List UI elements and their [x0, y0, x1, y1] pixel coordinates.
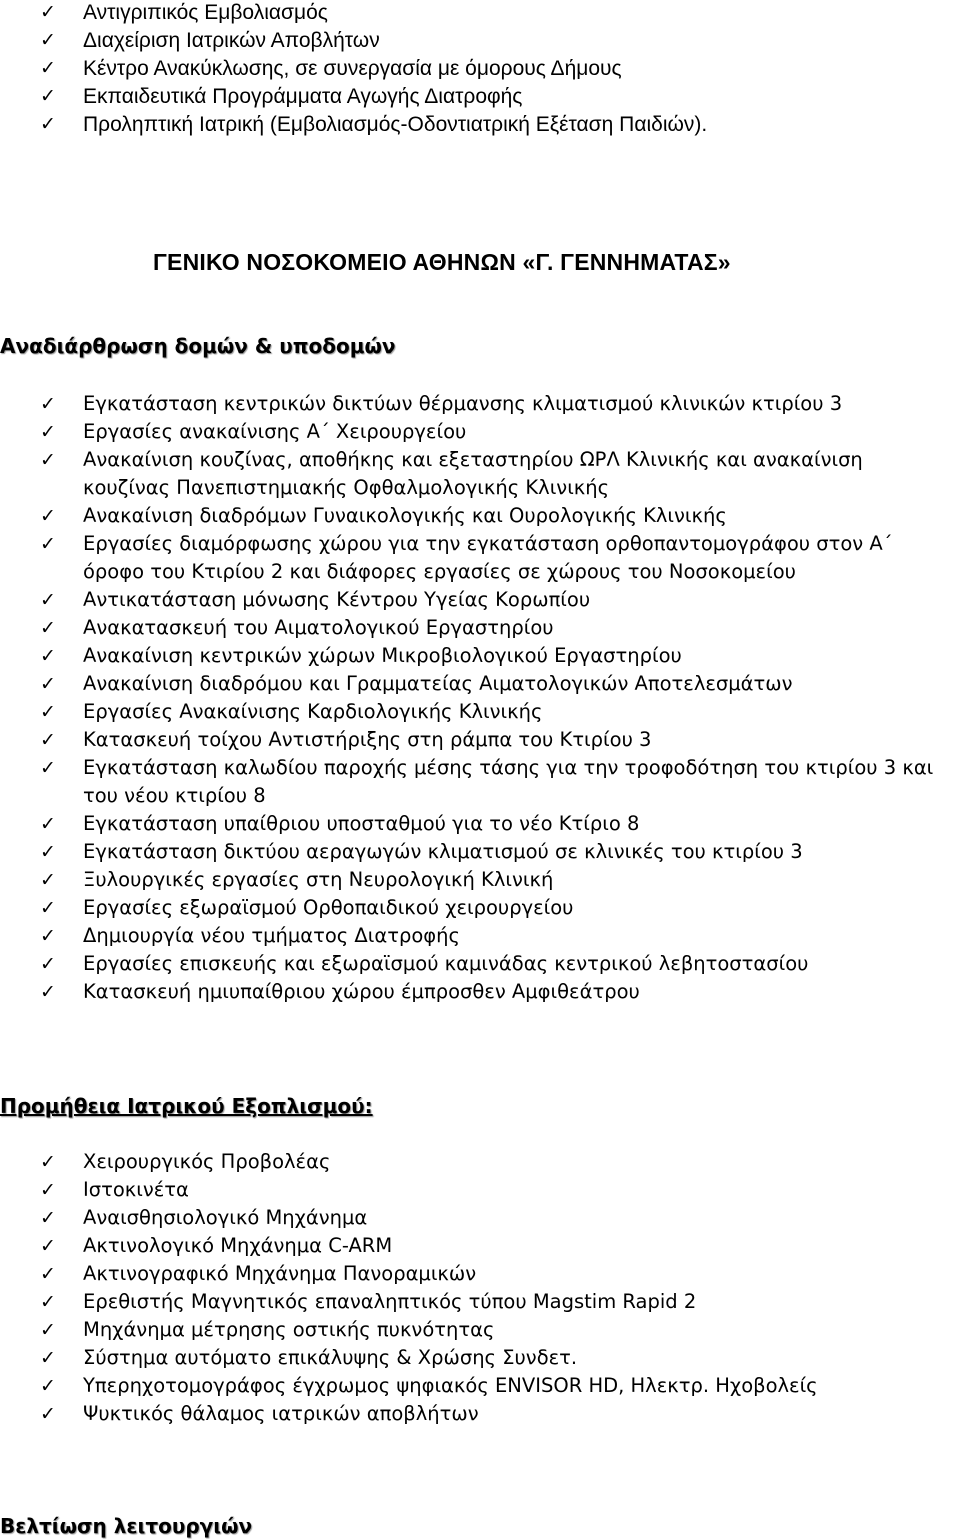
list-item — [0, 111, 960, 139]
list-item — [0, 1232, 960, 1260]
list-item — [0, 1316, 960, 1344]
list-item-text: Αναισθησιολογικό Μηχάνημα — [83, 1206, 368, 1229]
equipment-list — [0, 1148, 960, 1428]
checkmark-icon: ✓ — [40, 701, 56, 723]
list-item — [0, 698, 960, 726]
list-item — [0, 83, 960, 111]
equipment-heading: Προμήθεια Ιατρικού Εξοπλισμού: — [0, 1094, 373, 1118]
list-item-text: Αντικατάσταση μόνωσης Κέντρου Υγείας Κορωπίου — [83, 588, 591, 611]
list-item — [0, 1204, 960, 1232]
list-item-text: Ανακαίνιση κουζίνας, αποθήκης και εξεταστηρίου ΩΡΛ Κλινικής και ανακαίνιση κουζίνας Πανεπιστημιακής Οφθαλμολογικής Κλινικής — [83, 448, 863, 499]
list-item — [0, 1148, 960, 1176]
list-item — [0, 950, 960, 978]
checkmark-icon: ✓ — [40, 645, 56, 667]
list-item — [0, 1260, 960, 1288]
list-item — [0, 1372, 960, 1400]
list-item-text: Διαχείριση Ιατρικών Αποβλήτων — [83, 29, 380, 52]
list-item-text: Εγκατάσταση κεντρικών δικτύων θέρμανσης κλιματισμού κλινικών κτιρίου 3 — [83, 392, 843, 415]
checkmark-icon: ✓ — [40, 869, 56, 891]
list-item-text: Εργασίες Ανακαίνισης Καρδιολογικής Κλινικής — [83, 700, 543, 723]
checkmark-icon: ✓ — [40, 589, 56, 611]
list-item — [0, 670, 960, 698]
checkmark-icon: ✓ — [40, 729, 56, 751]
list-item — [0, 27, 960, 55]
list-item-text: Εκπαιδευτικά Προγράμματα Αγωγής Διατροφής — [83, 85, 523, 108]
checkmark-icon: ✓ — [40, 1179, 56, 1201]
list-item — [0, 614, 960, 642]
checkmark-icon: ✓ — [40, 953, 56, 975]
list-item — [0, 810, 960, 838]
checkmark-icon: ✓ — [40, 1263, 56, 1285]
list-item — [0, 530, 960, 586]
list-item — [0, 1344, 960, 1372]
list-item-text: Εργασίες ανακαίνισης Α΄ Χειρουργείου — [83, 420, 467, 443]
checkmark-icon: ✓ — [40, 673, 56, 695]
list-item-text: Εγκατάσταση υπαίθριου υποσταθμού για το νέο Κτίριο 8 — [83, 812, 640, 835]
list-item-text: Ανακαίνιση διαδρόμων Γυναικολογικής και Ουρολογικής Κλινικής — [83, 504, 727, 527]
list-item — [0, 1176, 960, 1204]
list-item — [0, 1288, 960, 1316]
checkmark-icon: ✓ — [40, 925, 56, 947]
list-item-text: Ακτινογραφικό Μηχάνημα Πανοραμικών — [83, 1262, 477, 1285]
checkmark-icon: ✓ — [40, 114, 56, 135]
checkmark-icon: ✓ — [40, 533, 56, 555]
list-item — [0, 894, 960, 922]
checkmark-icon: ✓ — [40, 1291, 56, 1313]
list-item-text: Ψυκτικός θάλαμος ιατρικών αποβλήτων — [83, 1402, 479, 1425]
list-item-text: Ερεθιστής Μαγνητικός επαναληπτικός τύπου Magstim Rapid 2 — [83, 1290, 697, 1313]
checkmark-icon: ✓ — [40, 1403, 56, 1425]
list-item — [0, 446, 960, 502]
improvement-heading: Βελτίωση λειτουργιών — [0, 1514, 253, 1538]
list-item-text: Κατασκευή ημιυπαίθριου χώρου έμπροσθεν Αμφιθεάτρου — [83, 980, 640, 1003]
checkmark-icon: ✓ — [40, 841, 56, 863]
list-item-text: Υπερηχοτομογράφος έγχρωμος ψηφιακός ENVISOR HD, Ηλεκτρ. Ηχοβολείς — [83, 1374, 818, 1397]
list-item — [0, 55, 960, 83]
list-item-text: Ανακατασκευή του Αιματολογικού Εργαστηρίου — [83, 616, 554, 639]
list-item-text: Αντιγριπικός Εμβολιασμός — [83, 1, 328, 24]
hospital-title: ΓΕΝΙΚΟ ΝΟΣΟΚΟΜΕΙΟ ΑΘΗΝΩΝ «Γ. ΓΕΝΝΗΜΑΤΑΣ» — [153, 249, 731, 275]
list-item — [0, 1400, 960, 1428]
list-item — [0, 502, 960, 530]
list-item — [0, 838, 960, 866]
list-item — [0, 642, 960, 670]
list-item-text: Σύστημα αυτόματο επικάλυψης & Χρώσης Συνδετ. — [83, 1346, 578, 1369]
checkmark-icon: ✓ — [40, 757, 56, 779]
list-item-text: Εργασίες διαμόρφωσης χώρου για την εγκατάσταση ορθοπαντομογράφου στον Α΄ όροφο του Κτιρίου 2 και διάφορες εργασίες σε χώρους του Νοσοκομείου — [83, 532, 893, 583]
checkmark-icon: ✓ — [40, 981, 56, 1003]
list-item-text: Ξυλουργικές εργασίες στη Νευρολογική Κλινική — [83, 868, 554, 891]
checkmark-icon: ✓ — [40, 1207, 56, 1229]
checkmark-icon: ✓ — [40, 1375, 56, 1397]
checkmark-icon: ✓ — [40, 393, 56, 415]
list-item — [0, 922, 960, 950]
list-item-text: Ακτινολογικό Μηχάνημα C-ARM — [83, 1234, 393, 1257]
list-item — [0, 586, 960, 614]
list-item — [0, 866, 960, 894]
checkmark-icon: ✓ — [40, 421, 56, 443]
checkmark-icon: ✓ — [40, 1235, 56, 1257]
checkmark-icon: ✓ — [40, 1151, 56, 1173]
checkmark-icon: ✓ — [40, 1347, 56, 1369]
checkmark-icon: ✓ — [40, 505, 56, 527]
checkmark-icon: ✓ — [40, 86, 56, 107]
list-item-text: Χειρουργικός Προβολέας — [83, 1150, 331, 1173]
checkmark-icon: ✓ — [40, 449, 56, 471]
list-item — [0, 0, 960, 27]
list-item-text: Κατασκευή τοίχου Αντιστήριξης στη ράμπα του Κτιρίου 3 — [83, 728, 652, 751]
list-item — [0, 978, 960, 1006]
checkmark-icon: ✓ — [40, 617, 56, 639]
list-item — [0, 726, 960, 754]
list-item-text: Ανακαίνιση διαδρόμου και Γραμματείας Αιματολογικών Αποτελεσμάτων — [83, 672, 793, 695]
list-item — [0, 754, 960, 810]
list-item-text: Κέντρο Ανακύκλωσης, σε συνεργασία με όμορους Δήμους — [83, 57, 622, 80]
list-item-text: Προληπτική Ιατρική (Εμβολιασμός-Οδοντιατρική Εξέταση Παιδιών). — [83, 113, 708, 136]
checkmark-icon: ✓ — [40, 1319, 56, 1341]
list-item-text: Ανακαίνιση κεντρικών χώρων Μικροβιολογικού Εργαστηρίου — [83, 644, 682, 667]
checkmark-icon: ✓ — [40, 30, 56, 51]
checkmark-icon: ✓ — [40, 58, 56, 79]
list-item-text: Εγκατάσταση καλωδίου παροχής μέσης τάσης για την τροφοδότηση του κτιρίου 3 και του νέου κτιρίου 8 — [83, 756, 934, 807]
top-check-list — [0, 0, 960, 139]
checkmark-icon: ✓ — [40, 813, 56, 835]
checkmark-icon: ✓ — [40, 897, 56, 919]
infrastructure-heading: Αναδιάρθρωση δομών & υποδομών — [0, 334, 396, 358]
list-item — [0, 418, 960, 446]
checkmark-icon: ✓ — [40, 2, 56, 23]
list-item-text: Δημιουργία νέου τμήματος Διατροφής — [83, 924, 460, 947]
infrastructure-list — [0, 390, 960, 1006]
list-item-text: Ιστοκινέτα — [83, 1178, 189, 1201]
list-item-text: Εργασίες εξωραϊσμού Ορθοπαιδικού χειρουργείου — [83, 896, 574, 919]
list-item-text: Εγκατάσταση δικτύου αεραγωγών κλιματισμού σε κλινικές του κτιρίου 3 — [83, 840, 803, 863]
list-item — [0, 390, 960, 418]
list-item-text: Εργασίες επισκευής και εξωραϊσμού καμινάδας κεντρικού λεβητοστασίου — [83, 952, 809, 975]
list-item-text: Μηχάνημα μέτρησης οστικής πυκνότητας — [83, 1318, 495, 1341]
